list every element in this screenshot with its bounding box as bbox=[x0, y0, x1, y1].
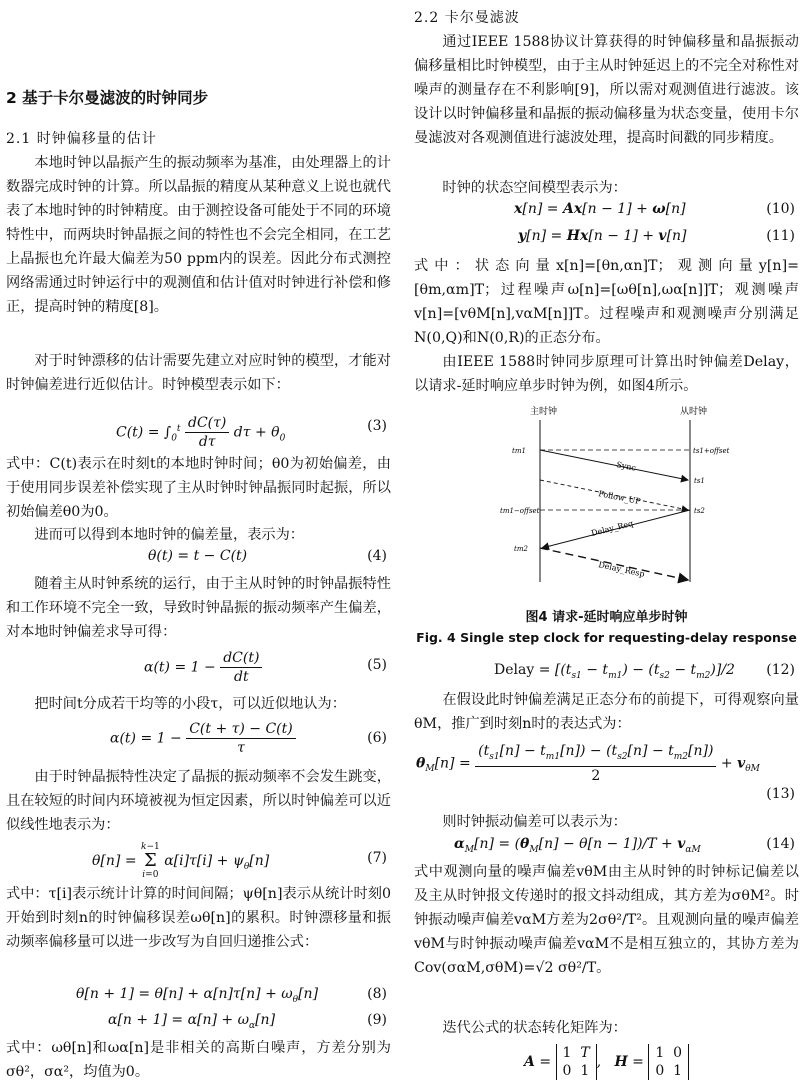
follow-up-label: Follow_UP bbox=[597, 489, 642, 507]
paragraph: 在假设此时钟偏差满足正态分布的前提下，可得观察向量θM，推广到时刻n时的表达式为： bbox=[414, 692, 799, 732]
equation-8: $\theta[n + 1] = \theta[n] + \alpha[n]\tau[n] + \omega_\theta[n]$ (8) bbox=[76, 986, 387, 1005]
state-matrices: A = 1 T 0 1, H = 1 0 0 1 bbox=[414, 1040, 799, 1086]
left-column bbox=[6, 0, 391, 1090]
paragraph: 由IEEE 1588时钟同步原理可计算出时钟偏差Delay，以请求-延时响应单步时钟为例，如图4所示。 bbox=[414, 354, 799, 394]
figure-caption-zh: 图4 请求-延时响应单步时钟 bbox=[525, 610, 688, 625]
paragraph: 通过IEEE 1588协议计算获得的时钟偏移量和晶振振动偏移量相比时钟模型，由于主从时钟延迟上的不完全对称性对噪声的测量存在不利影响[9]，所以需对观测值进行滤波。该设计以时钟偏移量和晶振的振动偏移量为状态变量，使用卡尔曼滤波对各观测值进行滤波处理，提高时间戳的同步精度。 bbox=[414, 34, 799, 146]
paragraph: 则时钟振动偏差可以表示为： bbox=[442, 814, 627, 830]
figure-timing-diagram bbox=[500, 402, 750, 588]
paragraph: 进而可以得到本地时钟的偏差量，表示为： bbox=[34, 527, 304, 543]
ts1-offset-label: ts1+offset bbox=[693, 447, 730, 455]
delay-resp-label: Delay_Resp bbox=[597, 560, 646, 579]
sync-arrow bbox=[540, 450, 688, 480]
paragraph: 随着主从时钟系统的运行，由于主从时钟的时钟晶振特性和工作环境不完全一致，导致时钟晶振的振动频率产生偏差，对本地时钟偏差求导可得： bbox=[6, 576, 391, 640]
equation-7: θ[n] = k−1 Σ i=0 $\alpha[i]\tau[i] + \psi_\theta[n]$ (7) bbox=[92, 842, 387, 880]
paragraph: 式中：C(t)表示在时刻t的本地时钟时间；θ0为初始偏差，由于使用同步误差补偿实现了主从时钟时钟晶振同时起振，所以初始偏差θ0为0。 bbox=[6, 456, 391, 520]
paragraph: 式中：τ[i]表示统计计算的时间间隔；ψθ[n]表示从统计时刻0开始到时刻n的时钟偏移误差ωθ[n]的累积。时钟漂移量和振动频率偏移量可以进一步改写为自回归递推公式： bbox=[6, 886, 391, 950]
master-clock-label: 主时钟 bbox=[530, 407, 558, 417]
equation-5: α(t) = 1 − $\frac{dC(t)}{dt}$ (5) bbox=[144, 650, 387, 685]
ts2-label: ts2 bbox=[694, 507, 705, 515]
equation-4: θ(t) = t − C(t) (4) bbox=[148, 548, 387, 564]
equation-10: x[n] = Ax[n − 1] + ω[n] (10) bbox=[514, 201, 795, 217]
tm1-offset-label: tm1−offset bbox=[500, 507, 540, 515]
paragraph: 式中：状态向量x[n]=[θn,αn]T；观测向量y[n]=[θm,αm]T；过程噪声ω[n]=[ωθ[n],ωα[n]]T；观测噪声v[n]=[vθM[n],vαM[n]]T。过程噪声和观测噪声分别满足N(0,Q)和N(0,R)的正态分布。 bbox=[414, 258, 799, 346]
equation-13-number: (13) bbox=[766, 786, 795, 802]
figure-caption-en: Fig. 4 Single step clock for requesting-delay response bbox=[416, 630, 797, 645]
paragraph: 时钟的状态空间模型表示为： bbox=[442, 180, 627, 196]
tm2-label: tm2 bbox=[514, 545, 528, 553]
paragraph: 由于时钟晶振特性决定了晶振的振动频率不会发生跳变，且在较短的时间内环境被视为恒定因素，所以时钟偏差可以近似线性地表示为： bbox=[6, 769, 391, 833]
paragraph: 式中：ωθ[n]和ωα[n]是非相关的高斯白噪声，方差分别为σθ²，σα²，均值为0。 bbox=[6, 1040, 391, 1080]
equation-12: Delay = $[(t_{s1} - t_{m1}) - (t_{s2} - t_{m2})]/2$ (12) bbox=[494, 662, 795, 681]
equation-6: α(t) = 1 − $\frac{C(t + \tau) - C(t)}{\tau}$ (6) bbox=[110, 721, 387, 756]
equation-3: $C(t) = \int_0^t$ $\frac{dC(\tau)}{d\tau}$ $d\tau + \theta_0$ (3) bbox=[116, 415, 387, 450]
sync-label: Sync bbox=[615, 460, 637, 473]
subsection-title: 2.2 卡尔曼滤波 bbox=[414, 10, 520, 26]
slave-clock-label: 从时钟 bbox=[680, 407, 708, 417]
delay-req-label: Delay_Req bbox=[590, 518, 635, 538]
paragraph: 式中观测向量的噪声偏差vθM由主从时钟的时钟标记偏差以及主从时钟报文传递时的报文抖动组成，其方差为σθM²。时钟振动噪声偏差vαM方差为2σθ²/T²。且观测向量的噪声偏差vθM与时钟振动噪声偏差vαM不是相互独立的，其协方差为Cov(σαM,σθM)=√2 σθ²/T。 bbox=[414, 864, 799, 976]
equation-13: $\theta_M[n]$ = $\frac{(t_{s1}[n] - t_{m1}[n]) - (t_{s2}[n] - t_{m2}[n])}{2}$ + $v_{\theta M}$ bbox=[416, 743, 760, 784]
paragraph: 对于时钟漂移的估计需要先建立对应时钟的模型，才能对时钟偏差进行近似估计。时钟模型表示如下： bbox=[6, 353, 391, 393]
paragraph: 把时间t分成若干均等的小段τ，可以近似地认为： bbox=[34, 696, 346, 712]
equation-14: $\alpha_M[n] = (\theta_M[n] - \theta[n - 1])/T + v_{\alpha M}$ (14) bbox=[454, 836, 795, 855]
right-column bbox=[414, 0, 799, 1090]
section-title: 2 基于卡尔曼滤波的时钟同步 bbox=[6, 89, 209, 107]
paragraph: 本地时钟以晶振产生的振动频率为基准，由处理器上的计数器完成时钟的计算。所以晶振的精度从某种意义上说也就代表了本地时钟的时钟精度。由于测控设备可能处于不同的环境特性中，而两块时钟晶振之间的特性也不会完全相同，在工艺上晶振也允许最大偏差为50 ppm内的误差。因此分布式测控网络需通过时钟运行中的观测值和估计值对时钟进行补偿和修正，提高时钟的精度[8]。 bbox=[6, 155, 391, 315]
ts1-label: ts1 bbox=[694, 477, 705, 485]
tm1-label: tm1 bbox=[512, 447, 526, 455]
equation-11: y[n] = Hx[n − 1] + v[n] (11) bbox=[518, 228, 795, 244]
paragraph: 迭代公式的状态转化矩阵为： bbox=[442, 1020, 627, 1036]
subsection-title: 2.1 时钟偏移量的估计 bbox=[6, 131, 157, 147]
equation-9: $\alpha[n + 1] = \alpha[n] + \omega_\alpha[n]$ (9) bbox=[108, 1012, 387, 1031]
